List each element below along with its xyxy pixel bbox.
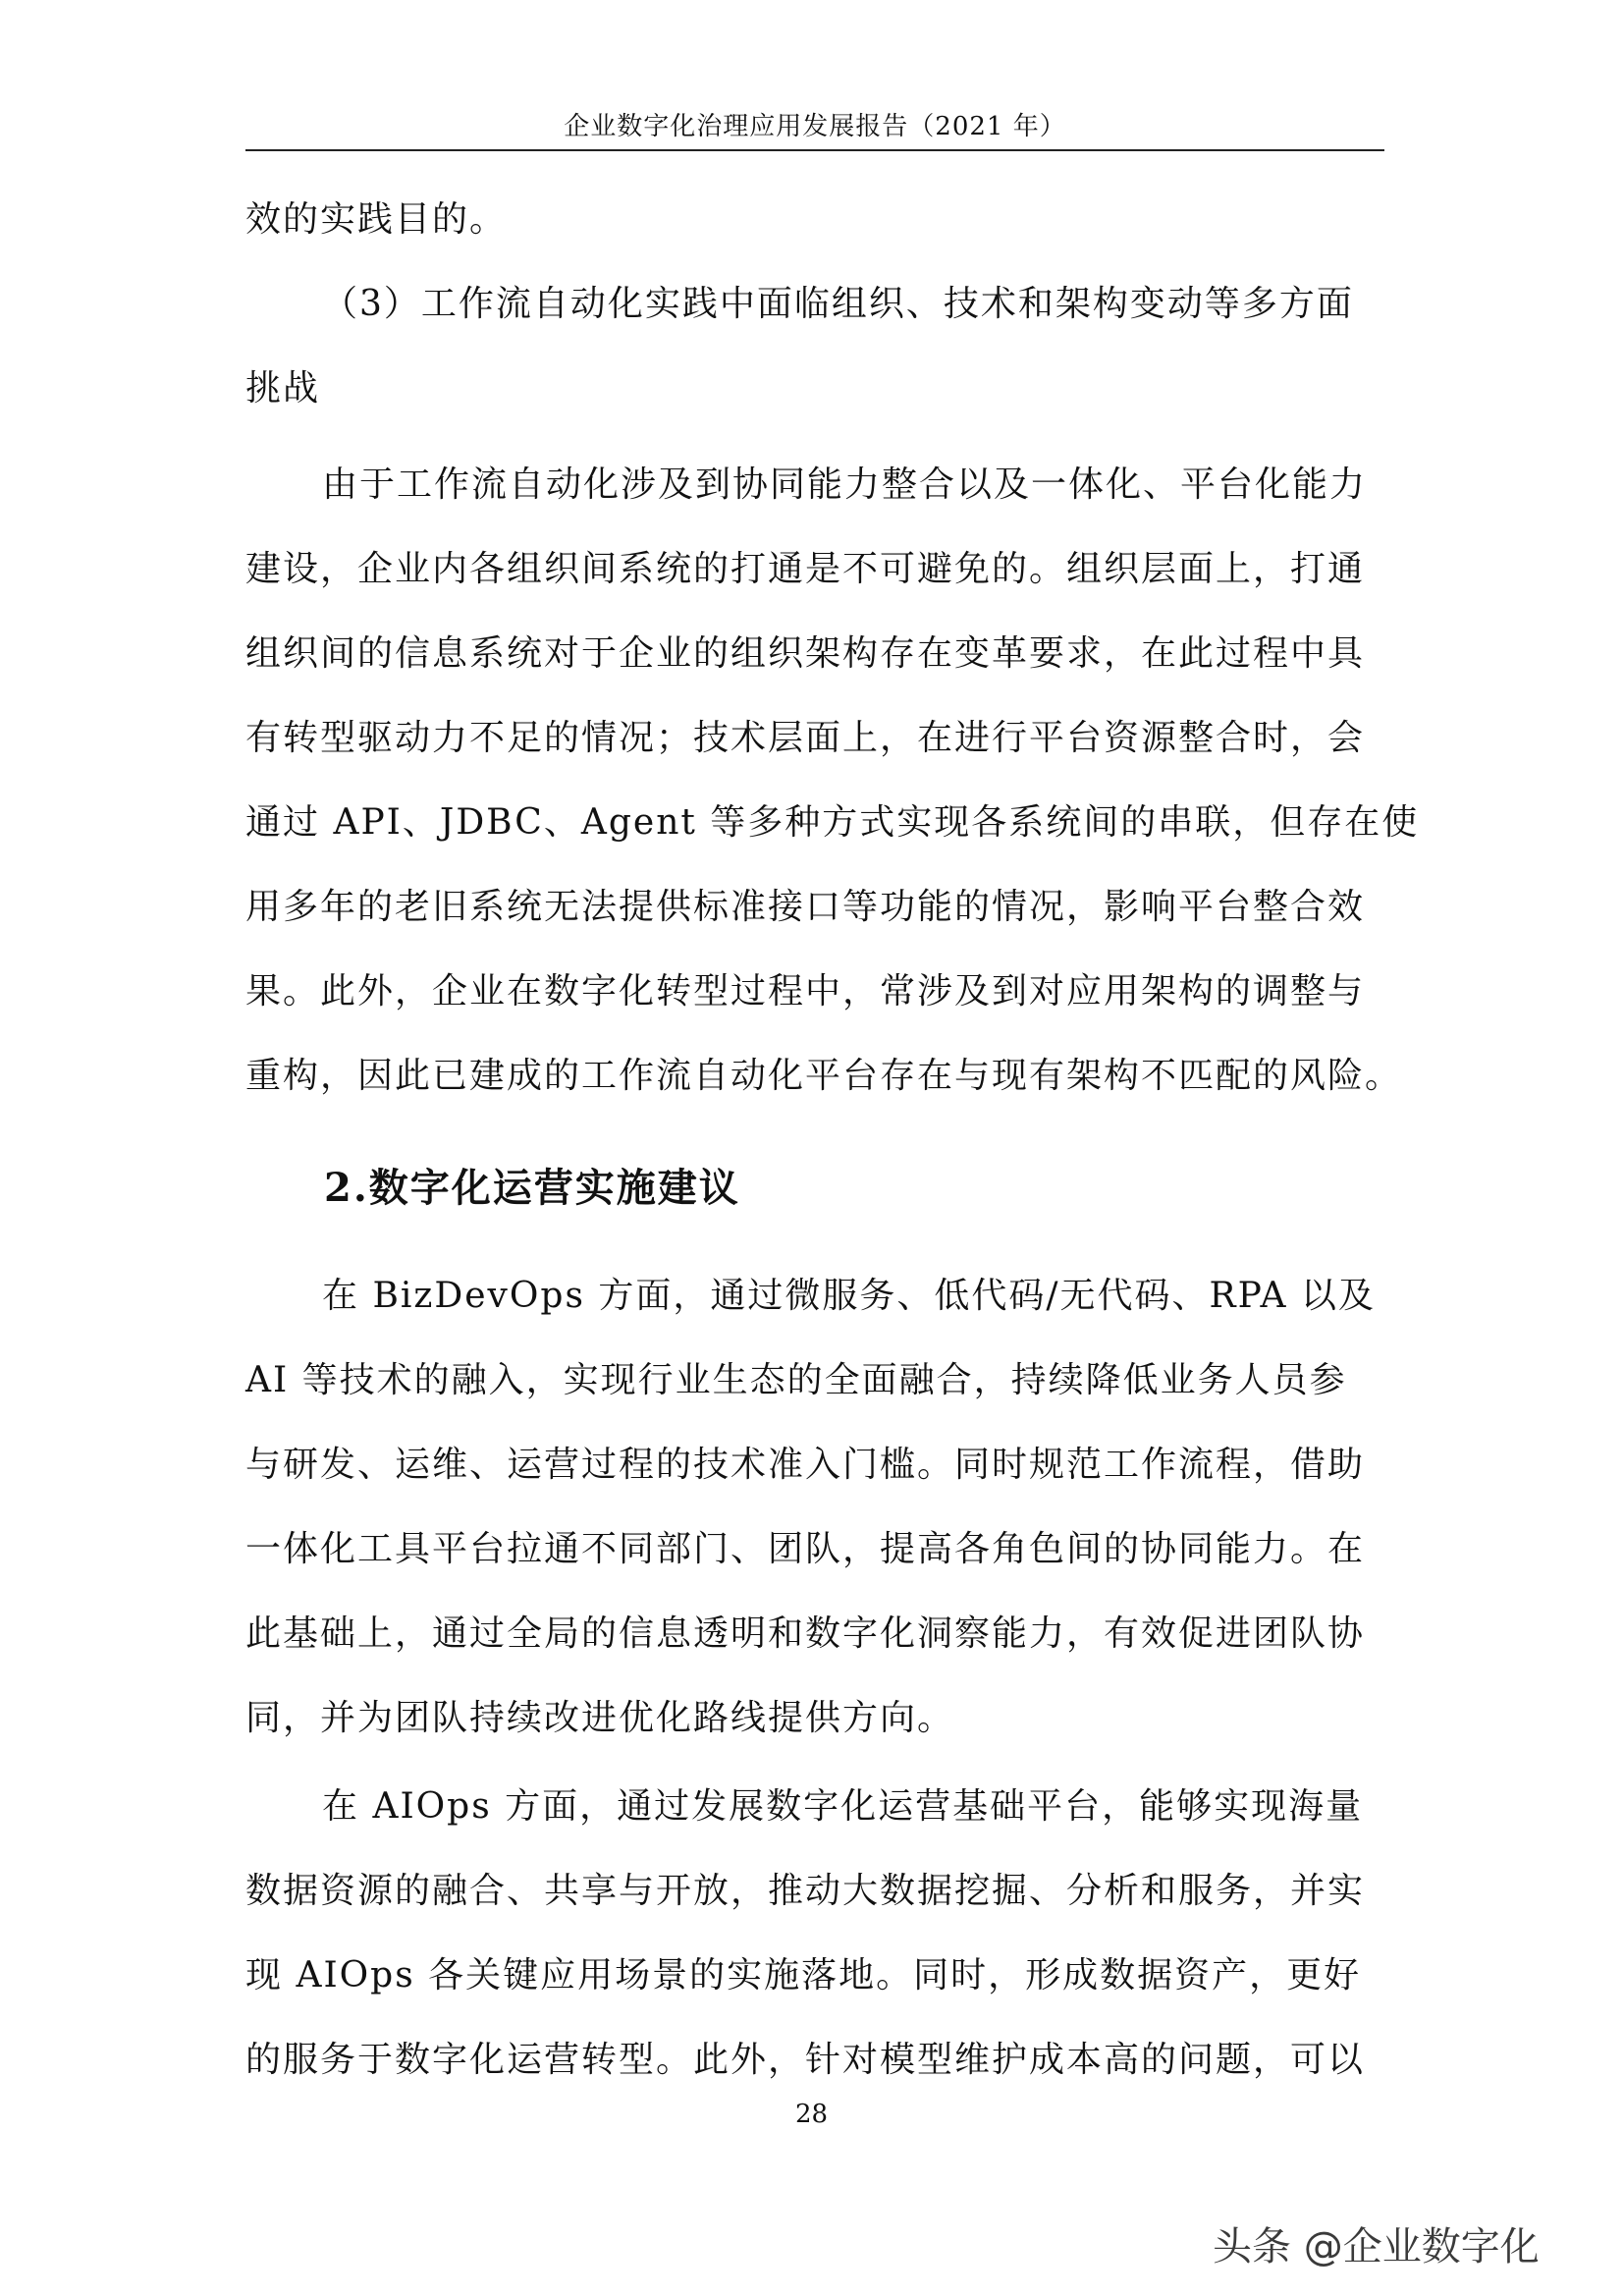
text-line: 由于工作流自动化涉及到协同能力整合以及一体化、平台化能力 xyxy=(322,465,1368,505)
text-line: 组织间的信息系统对于企业的组织架构存在变革要求，在此过程中具 xyxy=(245,633,1366,674)
paragraph-continuation xyxy=(245,200,1384,240)
text-line: 一体化工具平台拉通不同部门、团队，提高各角色间的协同能力。在 xyxy=(245,1529,1366,1569)
text-line: 与研发、运维、运营过程的技术准入门槛。同时规范工作流程，借助 xyxy=(245,1445,1366,1485)
page-number: 28 xyxy=(794,2100,829,2129)
paragraph-workflow-challenges xyxy=(245,465,1420,1096)
text-line: 果。此外，企业在数字化转型过程中，常涉及到对应用架构的调整与 xyxy=(245,971,1366,1011)
text-line: 数据资源的融合、共享与开放，推动大数据挖掘、分析和服务，并实 xyxy=(245,1871,1366,1911)
text-line: 建设，企业内各组织间系统的打通是不可避免的。组织层面上，打通 xyxy=(245,549,1366,589)
text-line: 效的实践目的。 xyxy=(245,199,508,240)
text-line: 同，并为团队持续改进优化路线提供方向。 xyxy=(245,1698,955,1738)
paragraph-aiops xyxy=(245,1787,1384,2080)
source-watermark: 头条 @企业数字化 xyxy=(1213,2224,1540,2269)
text-line: 在 AIOps 方面，通过发展数字化运营基础平台，能够实现海量 xyxy=(322,1786,1364,1827)
text-line: 在 BizDevOps 方面，通过微服务、低代码/无代码、RPA 以及 xyxy=(322,1276,1376,1316)
text-line: （3）工作流自动化实践中面临组织、技术和架构变动等多方面 xyxy=(322,284,1354,324)
text-line: 现 AIOps 各关键应用场景的实施落地。同时，形成数据资产，更好 xyxy=(245,1955,1362,1995)
text-line: AI 等技术的融入，实现行业生态的全面融合，持续降低业务人员参 xyxy=(245,1360,1347,1400)
text-line: 此基础上，通过全局的信息透明和数字化洞察能力，有效促进团队协 xyxy=(245,1613,1366,1654)
subheading-3 xyxy=(245,285,1384,409)
paragraph-bizdevops xyxy=(245,1277,1384,1738)
header-rule xyxy=(245,149,1384,151)
section-heading: 2.数字化运营实施建议 xyxy=(324,1165,740,1211)
text-line: 挑战 xyxy=(245,368,321,409)
text-line: 重构，因此已建成的工作流自动化平台存在与现有架构不匹配的风险。 xyxy=(245,1056,1403,1096)
text-line: 的服务于数字化运营转型。此外，针对模型维护成本高的问题，可以 xyxy=(245,2040,1366,2080)
running-header: 企业数字化治理应用发展报告（2021 年） xyxy=(564,112,1066,141)
text-line: 通过 API、JDBC、Agent 等多种方式实现各系统间的串联，但存在使 xyxy=(245,802,1420,843)
text-line: 用多年的老旧系统无法提供标准接口等功能的情况，影响平台整合效 xyxy=(245,887,1366,927)
text-line: 有转型驱动力不足的情况；技术层面上，在进行平台资源整合时，会 xyxy=(245,718,1366,758)
